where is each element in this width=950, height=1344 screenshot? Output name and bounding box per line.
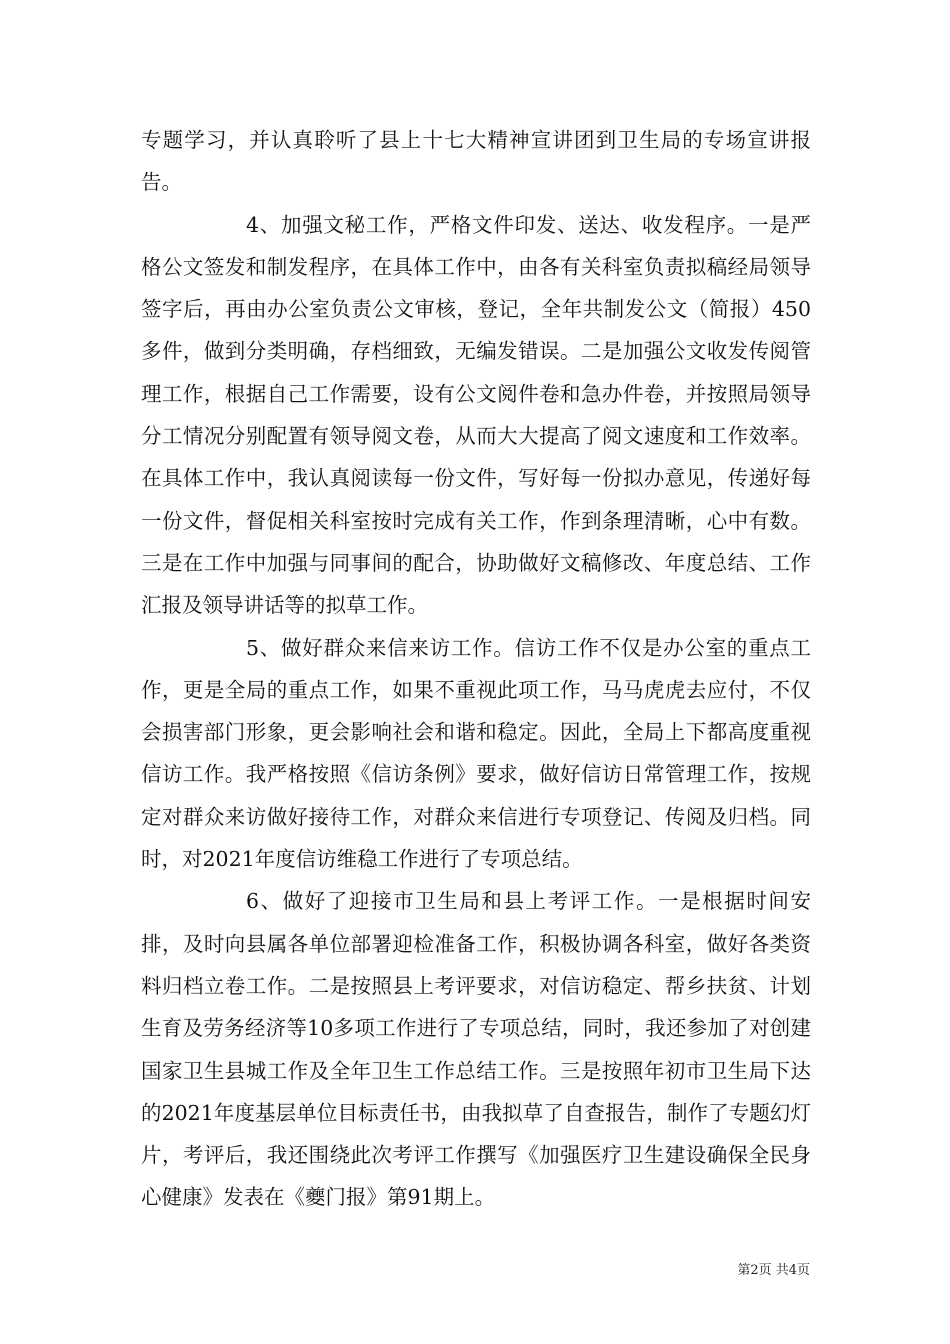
paragraph-2: 4、加强文秘工作，严格文件印发、送达、收发程序。一是严格公文签发和制发程序，在具体工作中，由各有关科室负责拟稿经局领导签字后，再由办公室负责公文审核，登记，全年共制发公文（简报）450多件，做到分类明确，存档细致，无编发错误。二是加强公文收发传阅管理工作，根据自己工作需要，设有公文阅件卷和急办件卷，并按照局领导分工情况分别配置有领导阅文卷，从而大大提高了阅文速度和工作效率。在具体工作中，我认真阅读每一份文件，写好每一份拟办意见，传递好每一份文件，督促相关科室按时完成有关工作，作到条理清晰，心中有数。三是在工作中加强与同事间的配合，协助做好文稿修改、年度总结、工作汇报及领导讲话等的拟草工作。: [141, 212, 811, 618]
paragraph-1: 专题学习，并认真聆听了县上十七大精神宣讲团到卫生局的专场宣讲报告。: [141, 128, 811, 195]
document-body: [141, 119, 811, 1219]
page-number-footer: 第2页 共4页: [737, 1263, 810, 1278]
paragraph-4: 6、做好了迎接市卫生局和县上考评工作。一是根据时间安排，及时向县属各单位部署迎检准备工作，积极协调各科室，做好各类资料归档立卷工作。二是按照县上考评要求，对信访稳定、帮乡扶贫、计划生育及劳务经济等10多项工作进行了专项总结，同时，我还参加了对创建国家卫生县城工作及全年卫生工作总结工作。三是按照年初市卫生局下达的2021年度基层单位目标责任书，由我拟草了自查报告，制作了专题幻灯片，考评后，我还围绕此次考评工作撰写《加强医疗卫生建设确保全民身心健康》发表在《夔门报》第91期上。: [141, 889, 811, 1210]
paragraph-3: 5、做好群众来信来访工作。信访工作不仅是办公室的重点工作，更是全局的重点工作，如果不重视此项工作，马马虎虎去应付，不仅会损害部门形象，更会影响社会和谐和稳定。因此，全局上下都高度重视信访工作。我严格按照《信访条例》要求，做好信访日常管理工作，按规定对群众来访做好接待工作，对群众来信进行专项登记、传阅及归档。同时，对2021年度信访维稳工作进行了专项总结。: [141, 635, 811, 872]
